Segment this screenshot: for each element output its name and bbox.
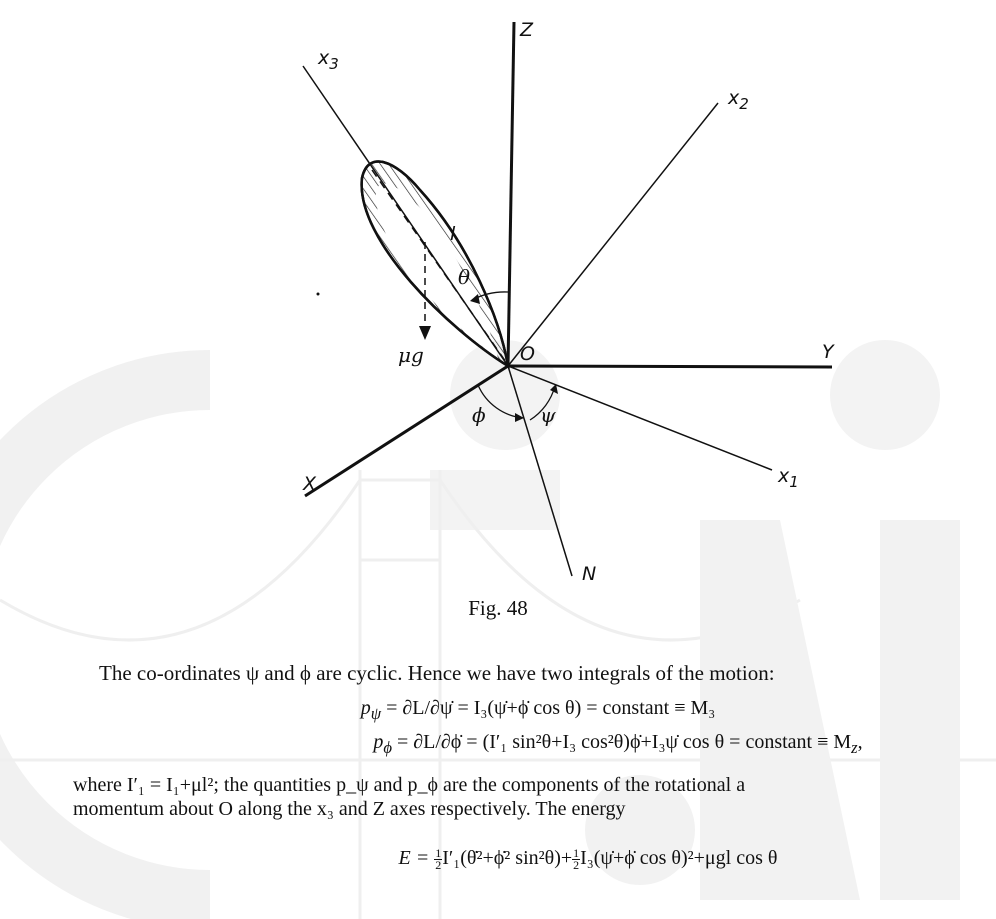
psi-label: ψ [540, 403, 556, 427]
energy-part2: I₃(ψ̇+ϕ̇ cos θ)²+μgl cos θ [580, 847, 778, 869]
eq2-end: , [857, 731, 863, 753]
energy-part1: I′₁(θ̇²+ϕ̇² sin²θ)+ [442, 847, 573, 869]
length-label: l [450, 223, 456, 245]
equation-p-psi [0, 697, 996, 724]
x-axis-label: X [303, 473, 317, 495]
x1-axis-label: $x_1$ [778, 465, 799, 491]
equation-p-phi [0, 731, 996, 758]
n-axis-label: N [582, 563, 597, 585]
half-fraction-1: $\frac{1}{2}$ [435, 845, 442, 872]
eq2-rest-sub: z [851, 738, 858, 757]
eq2-rest: = ∂L/∂ϕ̇ = (I′₁ sin²θ+I₃ cos²θ)ϕ̇+I₃ψ̇ cos θ = constant ≡ M [391, 731, 852, 753]
theta-label: θ [458, 265, 471, 289]
figure-caption: Fig. 48 [468, 596, 528, 620]
weight-arrowhead [419, 326, 431, 340]
n-axis-line [508, 366, 572, 576]
z-axis-line [508, 22, 514, 366]
phi-label: ϕ [472, 403, 486, 427]
eq1-lhs-sub: ψ [370, 704, 382, 723]
x2-axis-label: $x_2$ [728, 87, 749, 113]
weight-label: μg [398, 343, 424, 367]
x3-axis-label: $x_3$ [318, 47, 339, 73]
eq1-rest: = ∂L/∂ψ̇ = I₃(ψ̇+ϕ̇ cos θ) = constant ≡ M₃ [381, 697, 716, 719]
x2-axis-line [508, 103, 718, 366]
symmetry-axis-dashed [372, 170, 506, 362]
intro-paragraph: The co-ordinates ψ and ϕ are cyclic. Hence we have two integrals of the motion: [99, 661, 775, 685]
eq2-lhs: p [373, 731, 384, 753]
equation-energy [0, 847, 996, 871]
paragraph-line-2: momentum about O along the x₃ and Z axes respectively. The energy [73, 798, 626, 820]
stray-dot [317, 293, 320, 296]
eq1-lhs: p [360, 697, 371, 719]
origin-label: O [520, 343, 535, 365]
y-axis-label: Y [822, 341, 834, 363]
z-axis-label: Z [520, 19, 534, 41]
energy-lhs: E = [398, 847, 435, 869]
half-fraction-2: $\frac{1}{2}$ [573, 845, 580, 872]
y-axis-line [508, 366, 832, 367]
paragraph-line-1: where I′₁ = I₁+μl²; the quantities p_ψ and p_ϕ are the components of the rotational a [73, 774, 746, 796]
eq2-lhs-sub: ϕ [383, 738, 392, 757]
